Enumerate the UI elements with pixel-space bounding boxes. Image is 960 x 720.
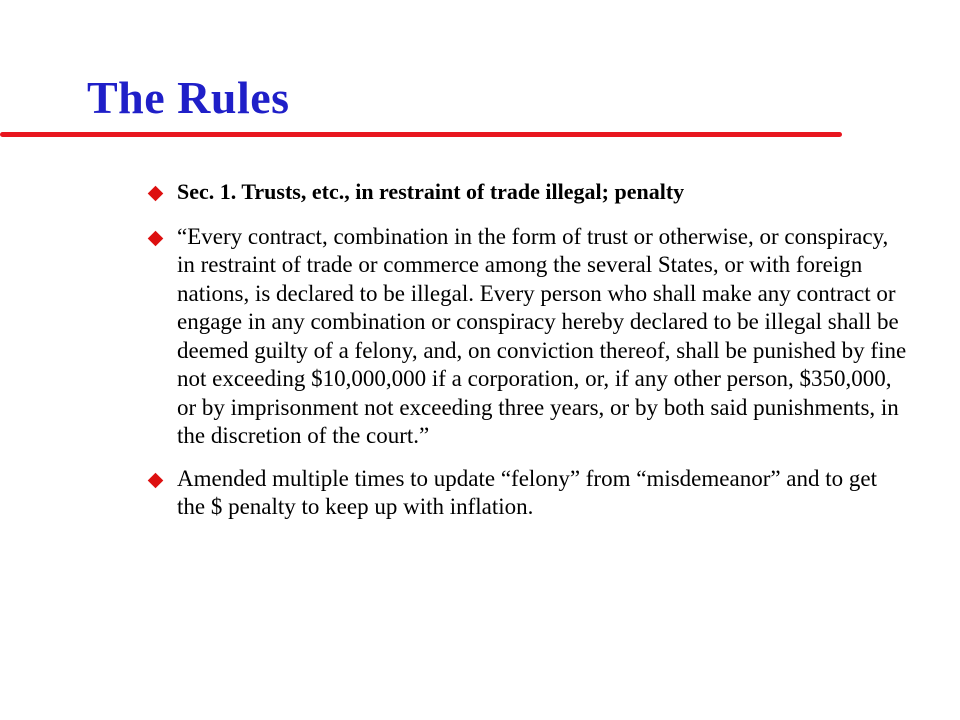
bullet-item-statute-quote [150, 223, 910, 451]
diamond-bullet-icon [148, 186, 164, 202]
bullet-text: Sec. 1. Trusts, etc., in restraint of trade illegal; penalty [177, 179, 685, 204]
bullet-item-section-heading [150, 178, 910, 207]
bullet-item-amendment-note [150, 465, 910, 522]
slide-title: The Rules [87, 72, 290, 123]
title-underline [0, 132, 842, 137]
diamond-bullet-icon [148, 230, 164, 246]
bullet-text: Amended multiple times to update “felony” from “misdemeanor” and to get the $ penalty to keep up with inflation. [177, 465, 878, 519]
bullet-text: “Every contract, combination in the form of trust or otherwise, or conspiracy, in restraint of trade or commerce among the several States, or with foreign nations, is declared to be illegal. Every person who shall make any contract or engage in any combination or conspiracy hereby declared to be illegal shall be deemed guilty of a felony, and, on conviction thereof, shall be punished by fine not exceeding $10,000,000 if a corporation, or, if any other person, $350,000, or by imprisonment not exceeding three years, or by both said punishments, in the discretion of the court.” [177, 223, 907, 448]
diamond-bullet-icon [148, 472, 164, 488]
bullet-list [150, 178, 910, 536]
